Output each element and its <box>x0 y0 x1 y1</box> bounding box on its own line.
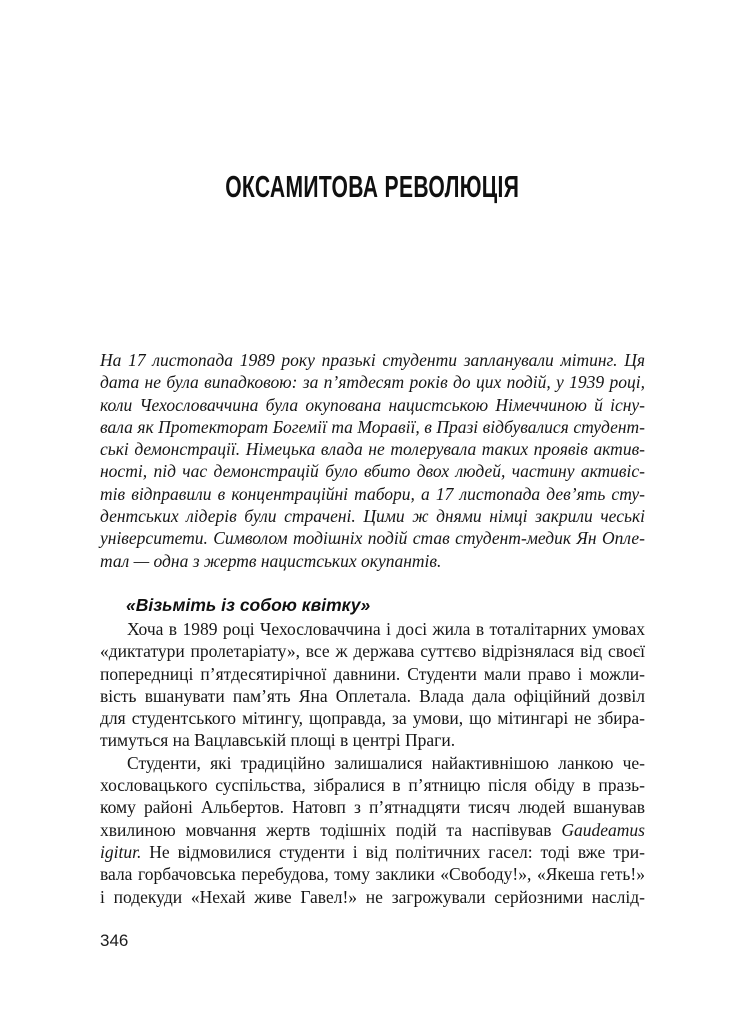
paragraph <box>100 752 645 908</box>
paragraph <box>100 349 645 572</box>
text-line: тал — одна з жертв нацистських окупантів. <box>100 550 442 571</box>
text-line: тів відправили в концентраційні табори, а 17 листопада дев’ять сту- <box>100 483 645 504</box>
text-line: ності, під час демонстрацій було вбито двох людей, частину активіс- <box>100 461 645 482</box>
chapter-title <box>100 168 645 205</box>
text-line: для студентського мітингу, щоправда, за умови, що мітингарі не збира- <box>100 708 645 729</box>
text-line: igitur. Не відмовилися студенти і від політичних гасел: тоді вже три- <box>100 841 645 862</box>
text-line: хвилиною мовчання жертв тодішніх подій та наспівував Gaudeamus <box>100 819 645 840</box>
text-line: коли Чехословаччина була окупована нацистською Німеччиною й існу- <box>100 394 645 415</box>
text-line: дата не була випадковою: за п’ятдесят років до цих подій, у 1939 році, <box>100 372 645 393</box>
text-line: На 17 листопада 1989 року празькі студенти запланували мітинг. Ця <box>100 350 645 370</box>
text-line: дентських лідерів були страчені. Цими ж днями німці закрили чеські <box>100 506 645 527</box>
text-line: вала як Протекторат Богемії та Моравії, в Празі відбувалися студент- <box>100 416 645 437</box>
text-line: кому районі Альбертов. Натовп з п’ятнадцяти тисяч людей вшанував <box>100 797 645 818</box>
page-number: 346 <box>100 931 129 950</box>
text-line: Хоча в 1989 році Чехословаччина і досі жила в тоталітарних умовах <box>127 618 645 639</box>
text-line: ські демонстрації. Німецька влада не толерувала таких проявів актив- <box>100 439 645 460</box>
text-line: і подекуди «Нехай живе Гавел!» не загрожували серйозними наслід- <box>100 886 645 907</box>
chapter-title-text: ОКСАМИТОВА РЕВОЛЮЦІЯ <box>225 169 520 204</box>
text-line: вість вшанувати пам’ять Яна Оплетала. Влада дала офіційний дозвіл <box>100 685 645 706</box>
text-line: тимуться на Вацлавській площі в центрі Праги. <box>100 730 456 751</box>
paragraph <box>100 618 645 752</box>
section-subheading: «Візьміть із собою квітку» <box>126 594 371 615</box>
text-line: хословацького суспільства, зібралися в п’ятницю після обіду в празь- <box>100 775 645 796</box>
text-line: «диктатури пролетаріату», все ж держава суттєво відрізнялася від своєї <box>100 641 645 662</box>
text-line: попередниці п’ятдесятирічної давнини. Студенти мали право і можли- <box>100 663 645 684</box>
text-line: вала горбачовська перебудова, тому заклики «Свободу!», «Якеша геть!» <box>100 864 645 885</box>
text-line: університети. Символом тодішніх подій став студент-медик Ян Опле- <box>100 528 645 549</box>
text-line: Студенти, які традиційно залишалися найактивнішою ланкою че- <box>127 752 645 773</box>
text-block <box>100 349 645 908</box>
